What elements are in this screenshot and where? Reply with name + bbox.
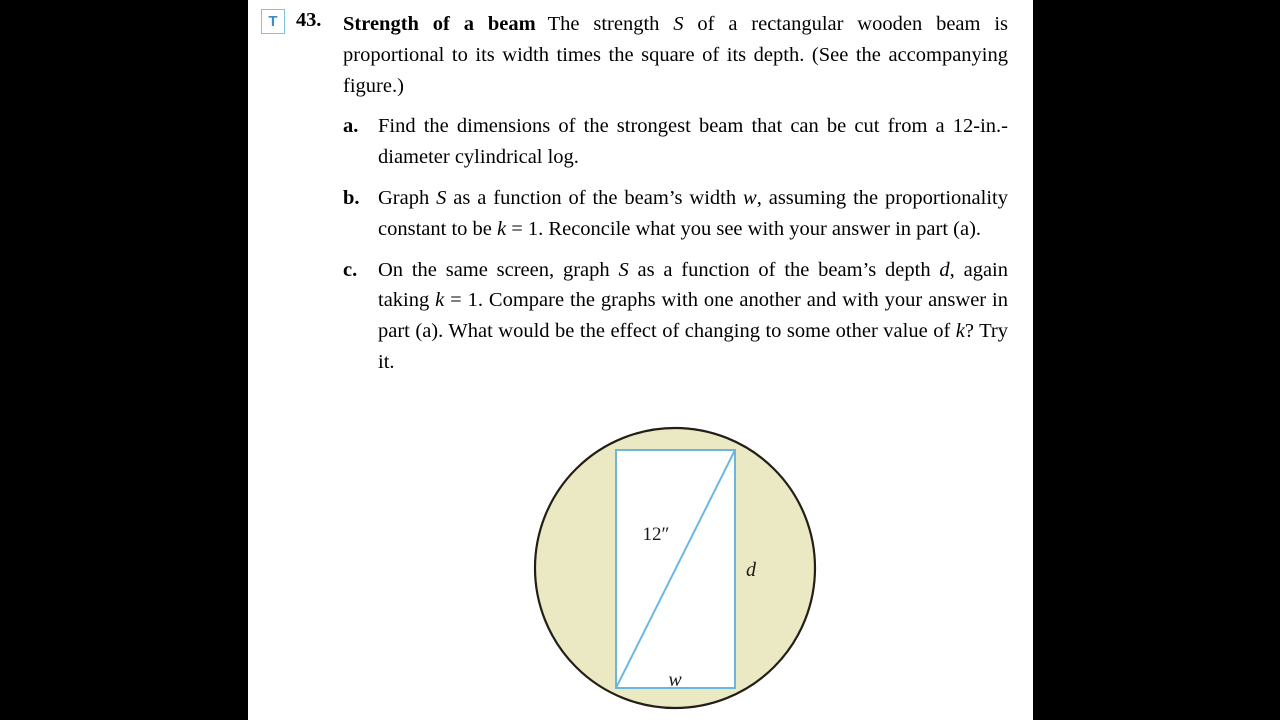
exercise-part-b xyxy=(343,183,1008,245)
exercise-parts-list xyxy=(248,111,1033,377)
part-b-seg-2: as a function of the beam’s width xyxy=(446,186,743,209)
beam-in-log-figure xyxy=(248,418,1033,720)
part-b-variable-k: k xyxy=(497,217,507,240)
part-b-seg-1: Graph xyxy=(378,186,437,209)
technology-badge-icon xyxy=(261,9,285,34)
letterbox-bar-right xyxy=(1033,0,1280,720)
technology-badge-letter: T xyxy=(268,13,278,30)
exercise-part-a xyxy=(343,111,1008,173)
part-c-variable-S: S xyxy=(618,258,629,281)
part-b-seg-4: = 1. Reconcile what you see with your answer in part (a). xyxy=(506,217,982,240)
exercise-part-c xyxy=(343,255,1008,378)
part-a-text: Find the dimensions of the strongest beam that can be cut from a 12-in.-diameter cylindrical log. xyxy=(378,115,1008,169)
exercise-number: 43. xyxy=(296,9,322,31)
part-b-variable-S: S xyxy=(436,186,447,209)
part-a-label: a. xyxy=(343,115,359,138)
part-c-seg-4: = 1. Compare the graphs with one another and with your answer in part (a). What would be the effect of changing to some other value of xyxy=(378,289,1008,343)
part-c-text xyxy=(378,255,1008,378)
part-b-variable-w: w xyxy=(743,186,757,209)
part-c-variable-k1: k xyxy=(435,289,445,312)
letterbox-bar-left xyxy=(0,0,248,720)
part-c-variable-d: d xyxy=(939,258,950,281)
width-label: w xyxy=(668,669,682,691)
intro-part-2: of a rectangular wooden beam is proportional to its width times the square of its depth. (See the accompanying figure.) xyxy=(343,13,1008,97)
intro-part-1: The strength xyxy=(547,13,674,35)
part-c-seg-2: as a function of the beam’s depth xyxy=(628,258,940,281)
diagonal-length-label: 12″ xyxy=(642,524,670,545)
part-b-text xyxy=(378,183,1008,245)
part-c-variable-k2: k xyxy=(955,320,965,343)
exercise-statement xyxy=(343,0,1008,101)
part-b-seg-3: , assuming the proportionality constant to be xyxy=(378,186,1008,240)
variable-S: S xyxy=(673,13,684,35)
part-c-seg-1: On the same screen, graph xyxy=(378,258,619,281)
part-c-seg-5: ? Try it. xyxy=(378,320,1009,373)
exercise-header xyxy=(248,0,1033,101)
part-b-label: b. xyxy=(343,186,360,209)
exercise-title: Strength of a beam xyxy=(343,13,536,35)
textbook-page xyxy=(248,0,1033,720)
exercise-43 xyxy=(248,0,1033,378)
part-c-seg-3: , again taking xyxy=(378,258,1008,312)
depth-label: d xyxy=(746,559,756,581)
part-c-label: c. xyxy=(343,258,358,281)
